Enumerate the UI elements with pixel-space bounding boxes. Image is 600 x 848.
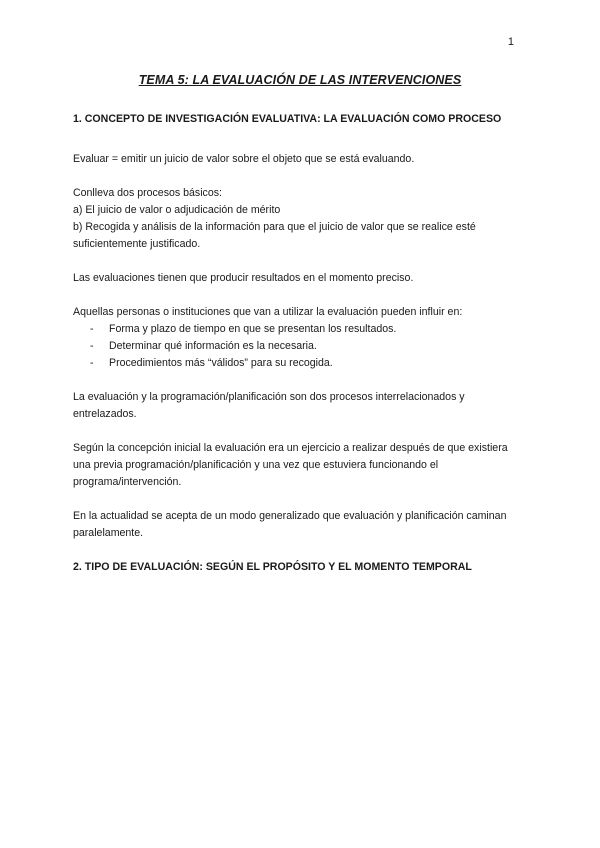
initial-concept-line-2: una previa programación/planificación y una vez que estuviera funcionando el [73,459,439,471]
dash-bullet: - [90,340,94,352]
section-1-heading: 1. CONCEPTO DE INVESTIGACIÓN EVALUATIVA: LA EVALUACIÓN COMO PROCESO [73,113,502,125]
process-a: a) El juicio de valor o adjudicación de mérito [73,204,281,216]
list-item-text: Forma y plazo de tiempo en que se presentan los resultados. [109,323,397,335]
list-item [73,355,533,372]
interrelated-line-2: entrelazados. [73,408,137,420]
list-item [73,321,533,338]
process-b-line-2: suficientemente justificado. [73,238,201,250]
page-number: 1 [507,36,514,48]
influence-list [73,321,533,372]
list-item-text: Procedimientos más “válidos” para su recogida. [109,357,333,369]
influence-intro: Aquellas personas o instituciones que van a utilizar la evaluación pueden influir en: [73,306,463,318]
initial-concept-line-1: Según la concepción inicial la evaluación era un ejercicio a realizar después de que existiera [73,442,508,454]
dash-bullet: - [90,323,94,335]
page-title: TEMA 5: LA EVALUACIÓN DE LAS INTERVENCIONES [138,73,462,87]
dash-bullet: - [90,357,94,369]
process-b-line-1: b) Recogida y análisis de la información para que el juicio de valor que se realice esté [73,221,476,233]
current-view-line-2: paralelamente. [73,527,144,539]
processes-intro: Conlleva dos procesos básicos: [73,187,222,199]
interrelated-line-1: La evaluación y la programación/planificación son dos procesos interrelacionados y [73,391,465,403]
current-view-line-1: En la actualidad se acepta de un modo generalizado que evaluación y planificación caminan [73,510,507,522]
list-item [73,338,533,355]
results-paragraph: Las evaluaciones tienen que producir resultados en el momento preciso. [73,272,414,284]
document-body [73,111,533,576]
section-2-heading: 2. TIPO DE EVALUACIÓN: SEGÚN EL PROPÓSITO Y EL MOMENTO TEMPORAL [73,561,472,573]
list-item-text: Determinar qué información es la necesaria. [109,340,317,352]
initial-concept-line-3: programa/intervención. [73,476,182,488]
definition-paragraph: Evaluar = emitir un juicio de valor sobre el objeto que se está evaluando. [73,153,415,165]
